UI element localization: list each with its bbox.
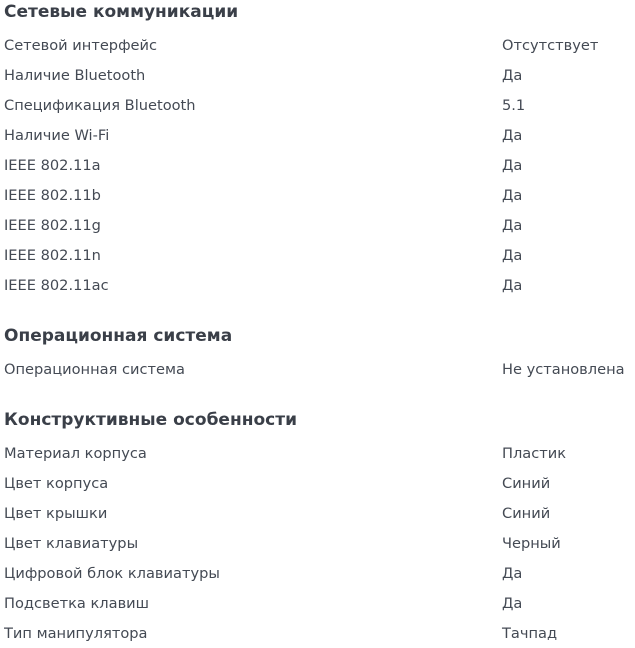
spec-rows [4, 438, 635, 648]
spec-label: Цифровой блок клавиатуры [4, 564, 220, 582]
spec-label: Материал корпуса [4, 444, 147, 462]
spec-label: IEEE 802.11b [4, 186, 101, 204]
spec-rows [4, 354, 635, 384]
specifications-list [4, 0, 635, 648]
spec-row-bluetooth-version [4, 90, 635, 120]
spec-label: Наличие Wi-Fi [4, 126, 110, 144]
section-title: Операционная система [4, 326, 233, 346]
spec-value: Да [502, 246, 523, 264]
spec-value: Да [502, 594, 523, 612]
spec-row-case-material [4, 438, 635, 468]
spec-value: Не установлена [502, 360, 625, 378]
section-title: Конструктивные особенности [4, 410, 297, 430]
spec-value: 5.1 [502, 96, 526, 114]
section-network [4, 0, 635, 300]
spec-label: IEEE 802.11a [4, 156, 101, 174]
spec-row-ieee-80211g [4, 210, 635, 240]
spec-label: IEEE 802.11ac [4, 276, 109, 294]
spec-value: Синий [502, 474, 551, 492]
spec-row-network-interface [4, 30, 635, 60]
spec-label: Цвет крышки [4, 504, 108, 522]
spec-label: Сетевой интерфейс [4, 36, 158, 54]
spec-value: Черный [502, 534, 561, 552]
spec-row-numpad [4, 558, 635, 588]
spec-row-ieee-80211n [4, 240, 635, 270]
spec-row-pointing-device [4, 618, 635, 648]
spec-label: IEEE 802.11n [4, 246, 101, 264]
spec-value: Пластик [502, 444, 567, 462]
spec-value: Да [502, 276, 523, 294]
spec-label: IEEE 802.11g [4, 216, 101, 234]
section-operating-system [4, 324, 635, 384]
spec-row-ieee-80211a [4, 150, 635, 180]
spec-row-case-color [4, 468, 635, 498]
spec-value: Да [502, 564, 523, 582]
spec-value: Да [502, 126, 523, 144]
spec-label: Наличие Bluetooth [4, 66, 146, 84]
spec-row-ieee-80211b [4, 180, 635, 210]
spec-row-bluetooth [4, 60, 635, 90]
spec-label: Операционная система [4, 360, 185, 378]
spec-label: Спецификация Bluetooth [4, 96, 196, 114]
spec-value: Тачпад [502, 624, 558, 642]
spec-value: Отсутствует [502, 36, 599, 54]
section-design-features [4, 408, 635, 648]
spec-row-operating-system [4, 354, 635, 384]
spec-row-ieee-80211ac [4, 270, 635, 300]
section-title: Сетевые коммуникации [4, 2, 239, 22]
spec-value: Да [502, 186, 523, 204]
spec-value: Да [502, 216, 523, 234]
spec-label: Тип манипулятора [4, 624, 148, 642]
spec-value: Да [502, 156, 523, 174]
spec-row-keyboard-color [4, 528, 635, 558]
spec-row-lid-color [4, 498, 635, 528]
spec-row-key-backlight [4, 588, 635, 618]
spec-label: Цвет клавиатуры [4, 534, 139, 552]
spec-value: Синий [502, 504, 551, 522]
spec-label: Цвет корпуса [4, 474, 109, 492]
spec-label: Подсветка клавиш [4, 594, 150, 612]
spec-row-wifi [4, 120, 635, 150]
spec-value: Да [502, 66, 523, 84]
spec-rows [4, 30, 635, 300]
